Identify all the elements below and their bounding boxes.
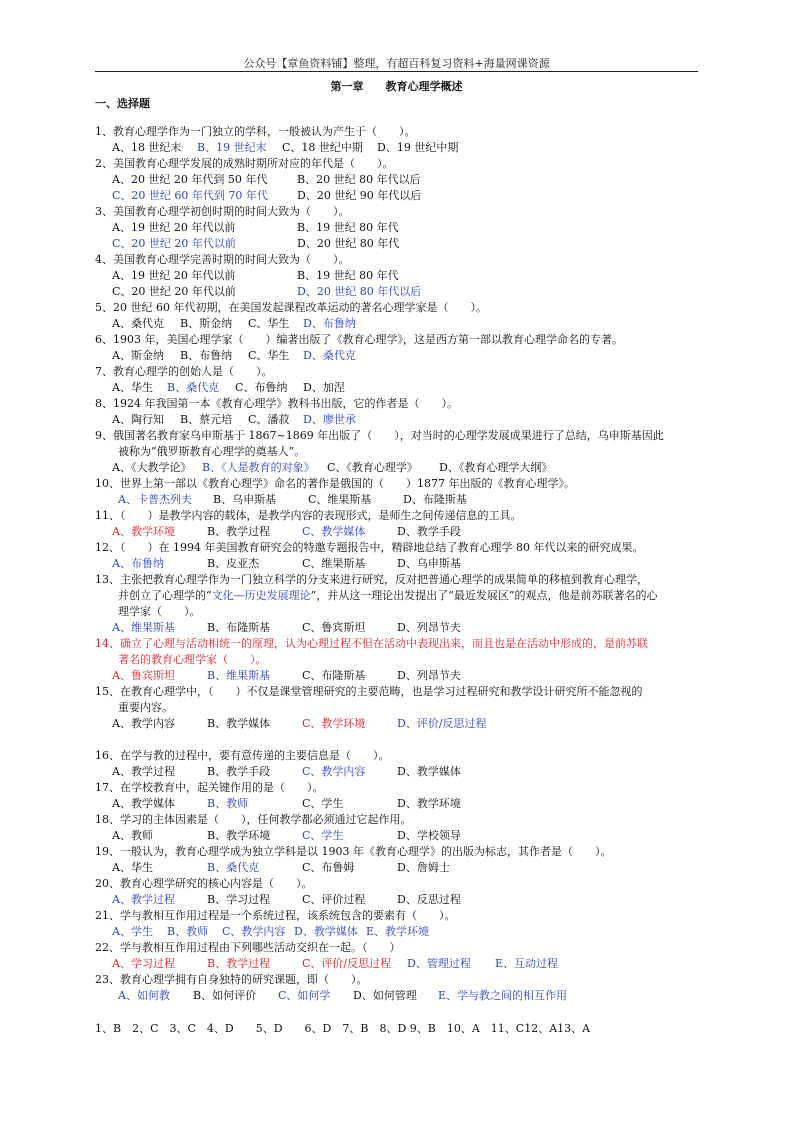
- option: A、教师: [112, 829, 153, 842]
- question-17: [95, 780, 705, 812]
- option: A、桑代克: [112, 317, 164, 330]
- question-stem: 21、学与教相互作用过程是一个系统过程，该系统包含的要素有（ ）。: [95, 909, 456, 922]
- option: E、学与教之间的相互作用: [438, 989, 568, 1002]
- option: A、布鲁纳: [112, 557, 164, 570]
- option: B、维果斯基: [207, 669, 271, 682]
- question-19: [95, 844, 705, 876]
- option: D、乌申斯基: [397, 557, 461, 570]
- option: D、《教育心理学大纲》: [439, 461, 553, 474]
- option-row: [95, 892, 705, 908]
- option: D、列昂节夫: [397, 621, 461, 634]
- question-stem: 9、俄国著名教育家乌申斯基于 1867~1869 年出版了（ ），对当时的心理学发展成果进行了总结，乌申斯基因此: [95, 429, 664, 442]
- option-row: [95, 764, 705, 780]
- question-stem: 11、（ ）是教学内容的载体，是教学内容的表现形式，是师生之间传递信息的工具。: [95, 509, 522, 522]
- option-row: [95, 140, 705, 156]
- question-stem-cont: 重要内容。: [118, 701, 173, 714]
- option: B、教学手段: [207, 765, 271, 778]
- question-stem: 18、学习的主体因素是（ ），任何教学都必须通过它起作用。: [95, 813, 412, 826]
- option: C、布隆斯基: [302, 669, 366, 682]
- option-row: [95, 668, 705, 684]
- option: B、教学环境: [207, 829, 271, 842]
- option: D、19 世纪中期: [377, 141, 459, 154]
- option: A、维果斯基: [112, 621, 175, 634]
- option: D、管理过程: [407, 957, 471, 970]
- option-row: [95, 348, 705, 364]
- question-stem-cont: 著名的教育心理学家（ ）。: [118, 653, 267, 666]
- option: C、教学媒体: [302, 525, 366, 538]
- question-6: [95, 332, 705, 364]
- option-row: [95, 556, 705, 572]
- question-stem: 19、一般认为，教育心理学成为独立学科是以 1903 年《教育心理学》的出版为标志，其作者是（ ）。: [95, 845, 612, 858]
- option: D、加涅: [303, 381, 345, 394]
- option: B、19 世纪末: [197, 141, 267, 154]
- question-stem: 17、在学校教育中，起关键作用的是（ ）。: [95, 781, 324, 794]
- option: C、鲁宾斯坦: [302, 621, 366, 634]
- option-row: [95, 188, 705, 204]
- option: C、20 世纪 20 年代以前: [112, 237, 236, 250]
- option: A、《大教学论》: [112, 461, 192, 474]
- option-row: [95, 828, 705, 844]
- option: D、桑代克: [303, 349, 356, 362]
- option-row: [95, 172, 705, 188]
- option: B、教学过程: [207, 957, 271, 970]
- option: A、教学过程: [112, 765, 175, 778]
- option: A、19 世纪 20 年代以前: [112, 221, 236, 234]
- option: C、华生: [248, 317, 290, 330]
- stem-fragment: 并创立了心理学的“: [118, 589, 212, 602]
- question-13: [95, 572, 705, 636]
- question-stem: 4、美国教育心理学完善时期的时间大致为（ ）。: [95, 253, 350, 266]
- option: C、维果斯基: [308, 493, 372, 506]
- question-10: [95, 476, 705, 508]
- question-8: [95, 396, 705, 428]
- option: C、维果斯基: [302, 557, 366, 570]
- option: B、教师: [207, 797, 249, 810]
- option: C、《教育心理学》: [327, 461, 418, 474]
- option: C、评价/反思过程: [302, 957, 392, 970]
- question-stem-cont: [95, 588, 705, 604]
- option: D、如何管理: [353, 989, 417, 1002]
- option-row: [95, 988, 705, 1004]
- option: B、学习过程: [207, 893, 271, 906]
- option: A、如何教: [118, 989, 170, 1002]
- question-4: [95, 252, 705, 300]
- option: B、布隆斯基: [207, 621, 271, 634]
- option: B、斯金纳: [180, 317, 233, 330]
- option: D、教学手段: [397, 525, 461, 538]
- option: C、华生: [248, 349, 290, 362]
- question-stem: 20、教育心理学研究的核心内容是（ ）。: [95, 877, 313, 890]
- option: D、教学环境: [397, 797, 461, 810]
- option: B、布鲁纳: [180, 349, 233, 362]
- question-20: [95, 876, 705, 908]
- question-stem: 22、学与教相互作用过程由下列哪些活动交织在一起。（ ）: [95, 941, 401, 954]
- option: B、桑代克: [167, 381, 220, 394]
- question-3: [95, 204, 705, 252]
- option: B、皮亚杰: [207, 557, 260, 570]
- question-stem: 2、美国教育心理学发展的成熟时期所对应的年代是（ ）。: [95, 157, 394, 170]
- question-7: [95, 364, 705, 396]
- option: D、教学媒体: [294, 925, 358, 938]
- option: C、学生: [302, 829, 344, 842]
- section-title: 一、选择题: [95, 97, 150, 110]
- option-row: [95, 716, 705, 732]
- option: D、教学媒体: [397, 765, 461, 778]
- question-22: [95, 940, 705, 972]
- option: C、布鲁姆: [302, 861, 355, 874]
- question-list: [95, 124, 705, 1004]
- option: A、陶行知: [112, 413, 164, 426]
- question-23: [95, 972, 705, 1004]
- option-row: [95, 220, 705, 236]
- question-16: [95, 748, 705, 780]
- question-18: [95, 812, 705, 844]
- option-row: [95, 412, 705, 428]
- option-row: [95, 268, 705, 284]
- header-rule: [95, 71, 698, 72]
- option: D、评价/反思过程: [397, 717, 487, 730]
- question-2: [95, 156, 705, 204]
- question-stem-cont: 被称为“俄罗斯教育心理学的奠基人”。: [118, 445, 306, 458]
- question-stem: 10、世界上第一部以《教育心理学》命名的著作是俄国的（ ）1877 年出版的《教育心理学》。: [95, 477, 575, 490]
- question-stem: 1、教育心理学作为一门独立的学科，一般被认为产生于（ ）。: [95, 125, 416, 138]
- option: A、华生: [112, 861, 153, 874]
- question-stem: 6、1903 年，美国心理学家（ ）编著出版了《教育心理学》，这是西方第一部以教育心理学命名的专著。: [95, 333, 623, 346]
- option: B、19 世纪 80 年代: [297, 221, 399, 234]
- option: D、布隆斯基: [403, 493, 467, 506]
- option: B、教师: [167, 925, 209, 938]
- question-14: [95, 636, 705, 684]
- option: B、如何评价: [193, 989, 257, 1002]
- question-stem: 3、美国教育心理学初创时期的时间大致为（ ）。: [95, 205, 350, 218]
- option: A、学习过程: [112, 957, 175, 970]
- option-row: [95, 524, 705, 540]
- option: B、20 世纪 80 年代以后: [297, 173, 421, 186]
- question-9: [95, 428, 705, 476]
- option: A、教学内容: [112, 717, 175, 730]
- option: D、列昂节夫: [397, 669, 461, 682]
- question-stem: 13、主张把教育心理学作为一门独立科学的分支来进行研究，反对把普通心理学的成果简单的移植到教育心理学，: [95, 573, 648, 586]
- question-11: [95, 508, 705, 540]
- option: B、教学媒体: [207, 717, 271, 730]
- option-row: [95, 236, 705, 252]
- option-row: [95, 284, 705, 300]
- option: A、18 世纪末: [112, 141, 182, 154]
- option-row: [95, 492, 705, 508]
- stem-fragment: ”，并从这一理论出发提出了“最近发展区”的观点，他是前苏联著名的心: [310, 589, 658, 602]
- option: B、19 世纪 80 年代: [297, 269, 399, 282]
- option: E、教学环境: [366, 925, 430, 938]
- option: C、布鲁纳: [235, 381, 288, 394]
- option-row: [95, 860, 705, 876]
- question-1: [95, 124, 705, 156]
- option-row: [95, 380, 705, 396]
- option: C、如何学: [278, 989, 331, 1002]
- option: C、教学内容: [222, 925, 286, 938]
- option: C、评价过程: [302, 893, 366, 906]
- option: A、教学环境: [112, 525, 175, 538]
- question-stem: 15、在教育心理学中，（ ）不仅是课堂管理研究的主要范畴，也是学习过程研究和教学设计研究所不能忽视的: [95, 685, 643, 698]
- chapter-title: 第一章 教育心理学概述: [330, 80, 463, 93]
- option: E、互动过程: [495, 957, 559, 970]
- option: A、20 世纪 20 年代到 50 年代: [112, 173, 268, 186]
- question-stem: 12、（ ）在 1994 年美国教育研究会的特邀专题报告中，精辟地总结了教育心理学 80 年代以来的研究成果。: [95, 541, 644, 554]
- option: C、18 世纪中期: [282, 141, 363, 154]
- question-15: [95, 684, 705, 748]
- option: B、教学过程: [207, 525, 271, 538]
- option: A、教学媒体: [112, 797, 175, 810]
- option-row: [95, 460, 705, 476]
- option: D、学校领导: [397, 829, 461, 842]
- option: D、詹姆士: [397, 861, 450, 874]
- question-5: [95, 300, 705, 332]
- question-stem: 5、20 世纪 60 年代初期，在美国发起课程改革运动的著名心理学家是（ ）。: [95, 301, 487, 314]
- option: C、20 世纪 60 年代到 70 年代: [112, 189, 268, 202]
- stem-fragment: 文化—历史发展理论: [211, 589, 311, 602]
- answer-key: 1、B 2、C 3、C 4、D 5、D 6、D 7、B 8、D 9、B 10、A 11、C12、A13、A: [95, 1022, 591, 1035]
- option: A、华生: [112, 381, 153, 394]
- option: D、反思过程: [397, 893, 461, 906]
- question-21: [95, 908, 705, 940]
- question-stem: 7、教育心理学的创始人是（ ）。: [95, 365, 273, 378]
- option: A、卡普杰列夫: [118, 493, 192, 506]
- option-row: [95, 924, 705, 940]
- question-stem: 23、教育心理学拥有自身独特的研究课题，即（ ）。: [95, 973, 368, 986]
- option: C、20 世纪 20 年代以前: [112, 285, 236, 298]
- option: C、教学环境: [302, 717, 366, 730]
- option: A、斯金纳: [112, 349, 164, 362]
- question-stem-cont: 理学家（ ）。: [118, 605, 201, 618]
- question-stem: 8、1924 年我国第一本《教育心理学》教科书出版，它的作者是（ ）。: [95, 397, 458, 410]
- question-stem: 14、确立了心理与活动相统一的原理，认为心理过程不但在活动中表现出来，而且也是在活动中形成的，是前苏联: [95, 637, 648, 650]
- option: D、20 世纪 80 年代以后: [297, 285, 422, 298]
- option: A、19 世纪 20 年代以前: [112, 269, 236, 282]
- option-row: [95, 316, 705, 332]
- option-row: [95, 796, 705, 812]
- option: A、鲁宾斯坦: [112, 669, 175, 682]
- option: C、潘菽: [248, 413, 290, 426]
- option: B、桑代克: [207, 861, 260, 874]
- option-row: [95, 620, 705, 636]
- option: A、学生: [112, 925, 153, 938]
- option: D、20 世纪 80 年代: [297, 237, 400, 250]
- option: C、学生: [302, 797, 344, 810]
- option: B、《人是教育的对象》: [202, 461, 315, 474]
- option: D、20 世纪 90 年代以后: [297, 189, 422, 202]
- spacer: [95, 732, 705, 748]
- option: B、乌申斯基: [213, 493, 277, 506]
- option: A、教学过程: [112, 893, 175, 906]
- question-stem: 16、在学与教的过程中，要有意传递的主要信息是（ ）。: [95, 749, 390, 762]
- option: D、布鲁纳: [303, 317, 356, 330]
- top-note: 公众号【章鱼资料铺】整理，有超百科复习资料+海量网课资源: [243, 57, 550, 70]
- question-12: [95, 540, 705, 572]
- option-row: [95, 956, 705, 972]
- option: D、廖世承: [303, 413, 356, 426]
- option: C、教学内容: [302, 765, 366, 778]
- option: B、蔡元培: [180, 413, 233, 426]
